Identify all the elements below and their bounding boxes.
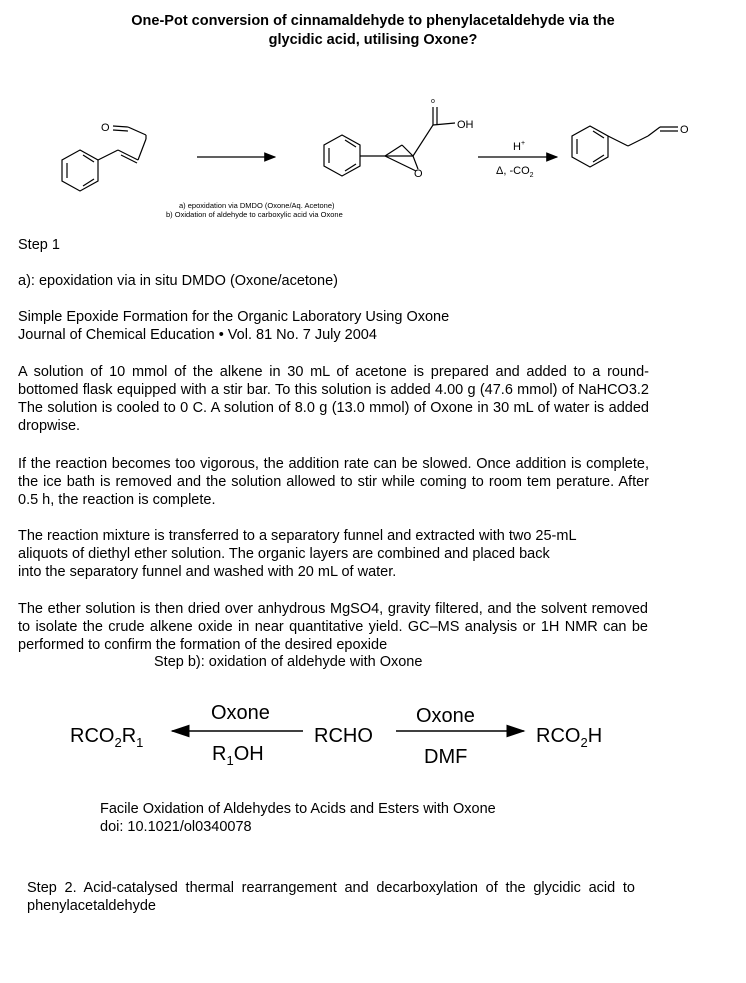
- acid-carbonyl-oxygen-label: o: [431, 98, 435, 105]
- ester-product-label: $RCO_2R_1$: [70, 725, 144, 750]
- step1b-heading: Step b): oxidation of aldehyde with Oxone: [154, 654, 423, 670]
- scheme-note-a: a) epoxidation via DMDO (Oxone/Aq. Acetone): [179, 201, 335, 210]
- cinnamaldehyde-structure: [62, 126, 146, 191]
- reference1-journal: Journal of Chemical Education • Vol. 81 No. 7 July 2004: [18, 327, 377, 343]
- aldehyde-oxygen-label: O: [101, 122, 110, 134]
- document-title: [0, 12, 746, 50]
- reference2-title: Facile Oxidation of Aldehydes to Acids and Esters with Oxone: [100, 801, 496, 817]
- paragraph3-line-1: The reaction mixture is transferred to a separatory funnel and extracted with two 25-mL: [18, 528, 577, 544]
- step1-heading: Step 1: [18, 237, 60, 253]
- phenylacetaldehyde-structure: [572, 126, 678, 167]
- acid-hydroxyl-label: OH: [457, 119, 474, 131]
- step1a-heading: a): epoxidation via in situ DMDO (Oxone/acetone): [18, 273, 338, 289]
- reference1-title: Simple Epoxide Formation for the Organic Laboratory Using Oxone: [18, 309, 450, 325]
- title-line-1: One-Pot conversion of cinnamaldehyde to phenylacetaldehyde via the: [131, 13, 615, 29]
- glycidic-acid-structure: [324, 107, 455, 176]
- epoxide-oxygen-label: O: [414, 168, 423, 180]
- right-reagent-oxone: Oxone: [416, 705, 475, 727]
- procedure-paragraph-4: The ether solution is then dried over anhydrous MgSO4, gravity filtered, and the solvent removed to isolate the crude alkene oxide in near quantitative yield. GC–MS analysis or 1H NMR can be performed to confirm the formation of the desired epoxide: [18, 601, 648, 653]
- reaction-scheme-oxidation: [0, 690, 746, 775]
- left-reagent-oxone: Oxone: [211, 702, 270, 724]
- scheme-note-b: b) Oxidation of aldehyde to carboxylic acid via Oxone: [166, 210, 343, 219]
- left-reagent-alcohol: $R_1OH$: [212, 743, 264, 768]
- acid-product-label: $RCO_2H$: [536, 725, 603, 750]
- procedure-paragraph-3: [18, 527, 658, 581]
- heat-decarboxylation-label: Δ, $-CO_2$: [496, 165, 534, 179]
- aldehyde-reactant-label: RCHO: [314, 725, 373, 747]
- acid-catalyst-label: H+: [513, 140, 526, 153]
- paragraph3-line-3: into the separatory funnel and washed with 20 mL of water.: [18, 564, 397, 580]
- right-reagent-dmf: DMF: [424, 746, 468, 768]
- paragraph3-line-2: aliquots of diethyl ether solution. The organic layers are combined and placed back: [18, 546, 550, 562]
- procedure-paragraph-1: A solution of 10 mmol of the alkene in 30 mL of acetone is prepared and added to a round-bottomed flask equipped with a stir bar. To this solution is added 4.00 g (47.6 mmol) of NaHCO3.2 The solution is cooled to 0 C. A solution of 8.0 g (13.0 mmol) of Oxone in 30 mL of water is added dropwise.: [18, 364, 649, 434]
- title-line-2: glycidic acid, utilising Oxone?: [268, 32, 478, 48]
- reference2-doi: doi: 10.1021/ol0340078: [100, 819, 252, 835]
- reaction-scheme-cinnamaldehyde: [0, 85, 746, 230]
- step2-description: Step 2. Acid-catalysed thermal rearrangement and decarboxylation of the glycidic acid to phenylacetaldehyde: [27, 880, 635, 914]
- product-oxygen-label: O: [680, 124, 689, 136]
- procedure-paragraph-2: If the reaction becomes too vigorous, the addition rate can be slowed. Once addition is complete, the ice bath is removed and the solution allowed to stir while coming to room tem perature. After 0.5 h, the reaction is complete.: [18, 456, 649, 508]
